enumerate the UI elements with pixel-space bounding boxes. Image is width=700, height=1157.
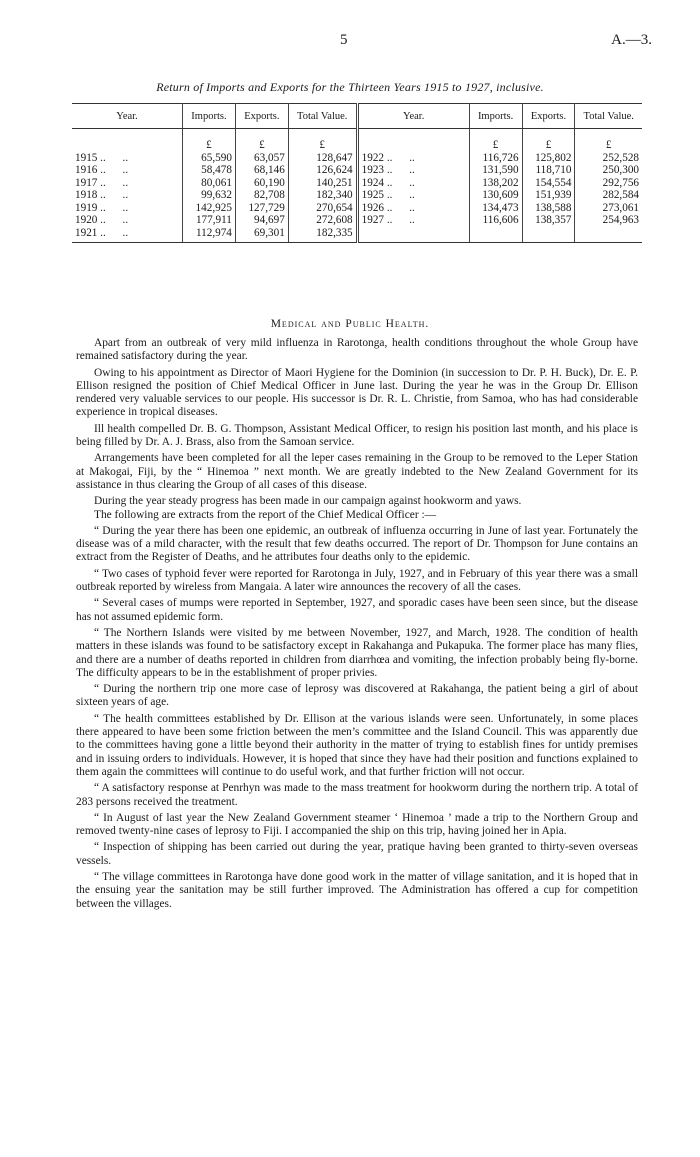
paragraph: “ Inspection of shipping has been carried out during the year, pratique having been granted to thirty-seven overseas vessels. — [76, 841, 638, 867]
paragraph: Arrangements have been completed for all the leper cases remaining in the Group to be removed to the Leper Station at Makogai, Fiji, by the “ Hinemoa ” next month. We are greatly indebted to the New Zealand Government for its assistance in thus clearing the Group of all cases of this disease. — [76, 452, 638, 491]
table-row — [72, 189, 642, 202]
imports-cell: 112,974 — [183, 227, 236, 243]
total-cell: 182,335 — [288, 227, 357, 243]
report-body — [76, 337, 638, 914]
col-header-imports-right: Imports. — [469, 104, 522, 129]
exports-cell: 138,357 — [522, 214, 575, 227]
total-cell: 282,584 — [602, 189, 639, 201]
section-heading: Medical and Public Health. — [270, 318, 430, 330]
paragraph: “ In August of last year the New Zealand Government steamer ‘ Hinemoa ’ made a trip to the Northern Group and removed twenty-nine cases of leprosy to Fiji. I accompanied the ship on this trip, having joined her in Apia. — [76, 811, 638, 838]
paragraph: Owing to his appointment as Director of Maori Hygiene for the Dominion (in succession to Dr. P. H. Buck), Dr. E. P. Ellison resigned the position of Chief Medical Officer in June last. During the year he was in the Group Dr. Ellison rendered very valuable services to our people. His successor is Dr. R. L. Christie, from Samoa, who has had considerable experience in tropical diseases. — [76, 366, 638, 419]
table-row — [72, 214, 642, 227]
total-cell: 128,647 — [288, 152, 357, 165]
col-header-exports-left: Exports. — [235, 104, 288, 129]
exports-cell: 69,301 — [235, 227, 288, 243]
paragraph: “ A satisfactory response at Penrhyn was made to the mass treatment for hookworm during the northern trip. A total of 283 persons received the treatment. — [76, 782, 638, 808]
paragraph: During the year steady progress has been made in our campaign against hookworm and yaws. — [94, 495, 522, 508]
year-cell: 1924 .. .. — [357, 177, 469, 190]
page-header — [0, 32, 700, 52]
imports-cell: 99,632 — [183, 189, 236, 202]
imports-cell: 58,478 — [183, 164, 236, 177]
imports-cell: 65,590 — [183, 152, 236, 165]
col-header-year-left: Year. — [72, 104, 183, 129]
paragraph: “ The health committees established by Dr. Ellison at the various islands were seen. Unfortunately, in some places there appeared to have been some friction between the men’s committee and the Island Council. This was apparently due to the committees having gone a little beyond their authority in the matter of trying to establish fines for untidy premises and in issuing orders to individuals. However, it is hoped that since they have had their position and functions explained to them again the committees will continue to do useful work, and that further friction will not occur. — [76, 712, 638, 778]
paragraph: “ During the year there has been one epidemic, an outbreak of influenza occurring in June of last year. Fortunately the disease was of a mild character, with the result that few deaths occurred. The report of Dr. Thompson for June contains an extract from the Register of Deaths, and he attributes four deaths only to the epidemic. — [76, 524, 638, 564]
imports-cell: 138,202 — [469, 177, 522, 190]
unit-total-left: £ — [288, 139, 357, 152]
table-row — [72, 202, 642, 215]
year-cell: 1919 .. .. — [72, 202, 183, 215]
total-cell: 140,251 — [288, 177, 357, 190]
table-spacer-row — [72, 129, 642, 140]
exports-cell: 127,729 — [235, 202, 288, 215]
total-cell: 270,654 — [288, 202, 357, 215]
table-row — [72, 152, 642, 165]
exports-cell: 63,057 — [235, 152, 288, 165]
year-cell: 1916 .. .. — [72, 164, 183, 177]
table-header-row — [72, 104, 642, 129]
exports-cell: 151,939 — [522, 189, 575, 202]
total-cell: 292,756 — [602, 176, 639, 189]
paragraph: “ The Northern Islands were visited by me between November, 1927, and March, 1928. The condition of health matters in these islands was found to be satisfactory except in Rakahanga and Pukapuka. The former place has many flies, and there are a number of deaths reported in children from diarrhœa and vomiting, the infection probably being fly-borne. The difficulty appears to be in the establishment of proper privies. — [76, 626, 638, 679]
table-body — [72, 129, 642, 243]
total-cell: 250,300 — [602, 164, 639, 176]
trade-table-container — [72, 103, 642, 243]
imports-cell: 116,606 — [469, 214, 522, 227]
unit-exports-left: £ — [235, 139, 288, 152]
imports-cell: 116,726 — [469, 152, 522, 165]
paragraph: “ Several cases of mumps were reported in September, 1927, and sporadic cases have been seen since, but the disease has not assumed epidemic form. — [76, 597, 638, 623]
exports-cell: 125,802 — [522, 152, 575, 165]
col-header-exports-right: Exports. — [522, 104, 575, 129]
year-cell: 1925 .. .. — [357, 189, 469, 202]
imports-cell: 142,925 — [183, 202, 236, 215]
exports-cell: 68,146 — [235, 164, 288, 177]
imports-cell: 131,590 — [469, 164, 522, 177]
unit-imports-left: £ — [183, 139, 236, 152]
col-header-total-right: Total Value. — [575, 104, 642, 129]
year-cell: 1922 .. .. — [357, 152, 469, 165]
table-row — [72, 164, 642, 177]
col-header-total-left: Total Value. — [288, 104, 357, 129]
paragraph: The following are extracts from the report of the Chief Medical Officer :— — [94, 508, 437, 521]
year-cell: 1917 .. .. — [72, 177, 183, 190]
year-cell: 1927 .. .. — [357, 214, 469, 227]
total-cell: 273,061 — [602, 201, 639, 214]
paragraph: Ill health compelled Dr. B. G. Thompson, Assistant Medical Officer, to resign his position last month, and his place is being filled by Dr. A. J. Brass, also from the Samoan service. — [76, 422, 638, 449]
year-cell: 1915 .. .. — [72, 152, 183, 165]
exports-cell: 118,710 — [522, 164, 575, 177]
exports-cell: 154,554 — [522, 177, 575, 190]
imports-cell: 134,473 — [469, 202, 522, 215]
table-row — [72, 177, 642, 190]
col-header-year-right: Year. — [357, 104, 469, 129]
paragraph: “ The village committees in Rarotonga have done good work in the matter of village sanitation, and it is hoped that in the ensuing year the sanitation may be still further improved. The Administration has offered a cup for competition between the villages. — [76, 870, 638, 910]
unit-total-right: £ — [605, 139, 612, 151]
unit-row — [72, 139, 642, 152]
total-cell: 272,608 — [288, 214, 357, 227]
total-cell: 126,624 — [288, 164, 357, 177]
paragraph: “ Two cases of typhoid fever were reported for Rarotonga in July, 1927, and in February of this year there was a small outbreak reported by wireless from Mangaia. A later wire announces the recovery of all the cases. — [76, 567, 638, 594]
exports-cell: 82,708 — [235, 189, 288, 202]
page-number: 5 — [340, 32, 348, 48]
paragraph: “ During the northern trip one more case of leprosy was discovered at Rakahanga, the patient being a girl of about sixteen years of age. — [76, 683, 638, 709]
total-cell: 182,340 — [288, 189, 357, 202]
year-cell: 1921 .. .. — [72, 227, 183, 243]
year-cell: 1918 .. .. — [72, 189, 183, 202]
table-row — [72, 227, 642, 243]
exports-cell: 94,697 — [235, 214, 288, 227]
year-cell: 1923 .. .. — [357, 164, 469, 177]
year-cell: 1926 .. .. — [357, 202, 469, 215]
imports-exports-table — [72, 103, 642, 243]
total-cell: 252,528 — [602, 151, 639, 164]
exports-cell: 60,190 — [235, 177, 288, 190]
document-reference: A.—3. — [611, 32, 652, 48]
imports-cell: 177,911 — [183, 214, 236, 227]
paragraph: Apart from an outbreak of very mild influenza in Rarotonga, health conditions throughout the whole Group have remained satisfactory during the year. — [76, 337, 638, 363]
unit-exports-right: £ — [522, 139, 575, 152]
col-header-imports-left: Imports. — [183, 104, 236, 129]
exports-cell: 138,588 — [522, 202, 575, 215]
unit-imports-right: £ — [469, 139, 522, 152]
imports-cell: 80,061 — [183, 177, 236, 190]
year-cell: 1920 .. .. — [72, 214, 183, 227]
table-caption: Return of Imports and Exports for the Thirteen Years 1915 to 1927, inclusive. — [156, 80, 544, 94]
total-cell: 254,963 — [602, 214, 639, 226]
imports-cell: 130,609 — [469, 189, 522, 202]
